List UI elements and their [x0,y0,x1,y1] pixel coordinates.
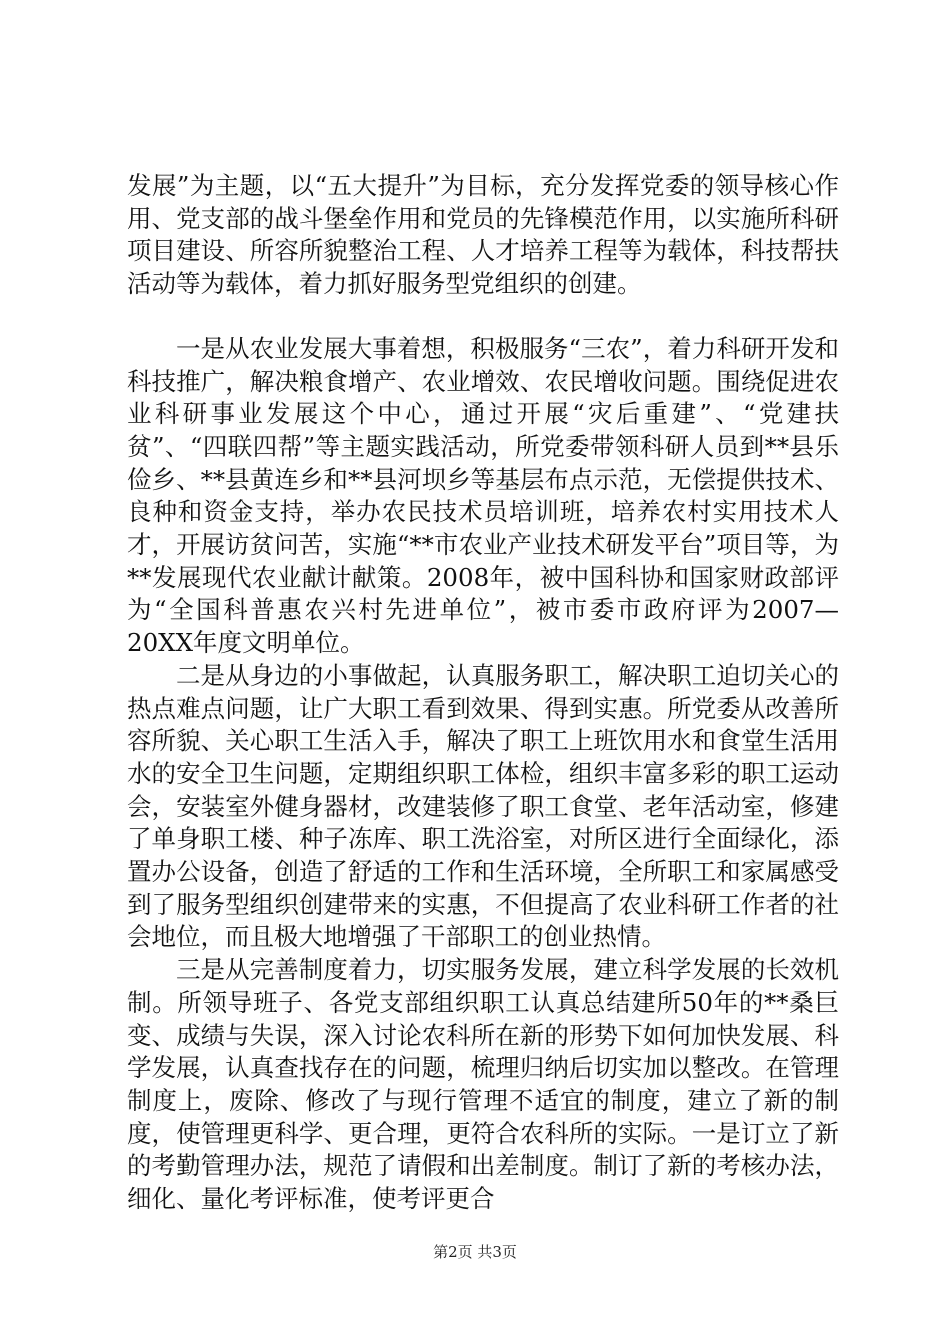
document-body [127,170,839,1216]
page-number-footer: 第2页 共3页 [433,1243,517,1261]
paragraph-point-two: 二是从身边的小事做起，认真服务职工，解决职工迫切关心的热点难点问题，让广大职工看到效果、得到实惠。所党委从改善所容所貌、关心职工生活入手，解决了职工上班饮用水和食堂生活用水的安全卫生问题，定期组织职工体检，组织丰富多彩的职工运动会，安装室外健身器材，改建装修了职工食堂、老年活动室，修建了单身职工楼、种子冻库、职工洗浴室，对所区进行全面绿化，添置办公设备，创造了舒适的工作和生活环境，全所职工和家属感受到了服务型组织创建带来的实惠，不但提高了农业科研工作者的社会地位，而且极大地增强了干部职工的创业热情。 [127,660,839,952]
paragraph-point-one: 一是从农业发展大事着想，积极服务“三农”，着力科研开发和科技推广，解决粮食增产、农业增效、农民增收问题。围绕促进农业科研事业发展这个中心，通过开展“灾后重建”、“党建扶贫”、“四联四帮”等主题实践活动，所党委带领科研人员到**县乐俭乡、**县黄连乡和**县河坝乡等基层布点示范，无偿提供技术、良种和资金支持，举办农民技术员培训班，培养农村实用技术人才，开展访贫问苦，实施“**市农业产业技术研发平台”项目等，为**发展现代农业献计献策。2008年，被中国科协和国家财政部评为“全国科普惠农兴村先进单位”，被市委市政府评为2007—20XX年度文明单位。 [127,333,839,658]
paragraph-point-three: 三是从完善制度着力，切实服务发展，建立科学发展的长效机制。所领导班子、各党支部组织职工认真总结建所50年的**桑巨变、成绩与失误，深入讨论农科所在新的形势下如何加快发展、科学发展，认真查找存在的问题，梳理归纳后切实加以整改。在管理制度上，废除、修改了与现行管理不适宜的制度，建立了新的制度，使管理更科学、更合理，更符合农科所的实际。一是订立了新的考勤管理办法，规范了请假和出差制度。制订了新的考核办法，细化、量化考评标准，使考评更合 [127,955,839,1214]
paragraph-intro: 发展”为主题，以“五大提升”为目标，充分发挥党委的领导核心作用、党支部的战斗堡垒作用和党员的先锋模范作用，以实施所科研项目建设、所容所貌整治工程、人才培养工程等为载体，科技帮扶活动等为载体，着力抓好服务型党组织的创建。 [127,171,839,299]
